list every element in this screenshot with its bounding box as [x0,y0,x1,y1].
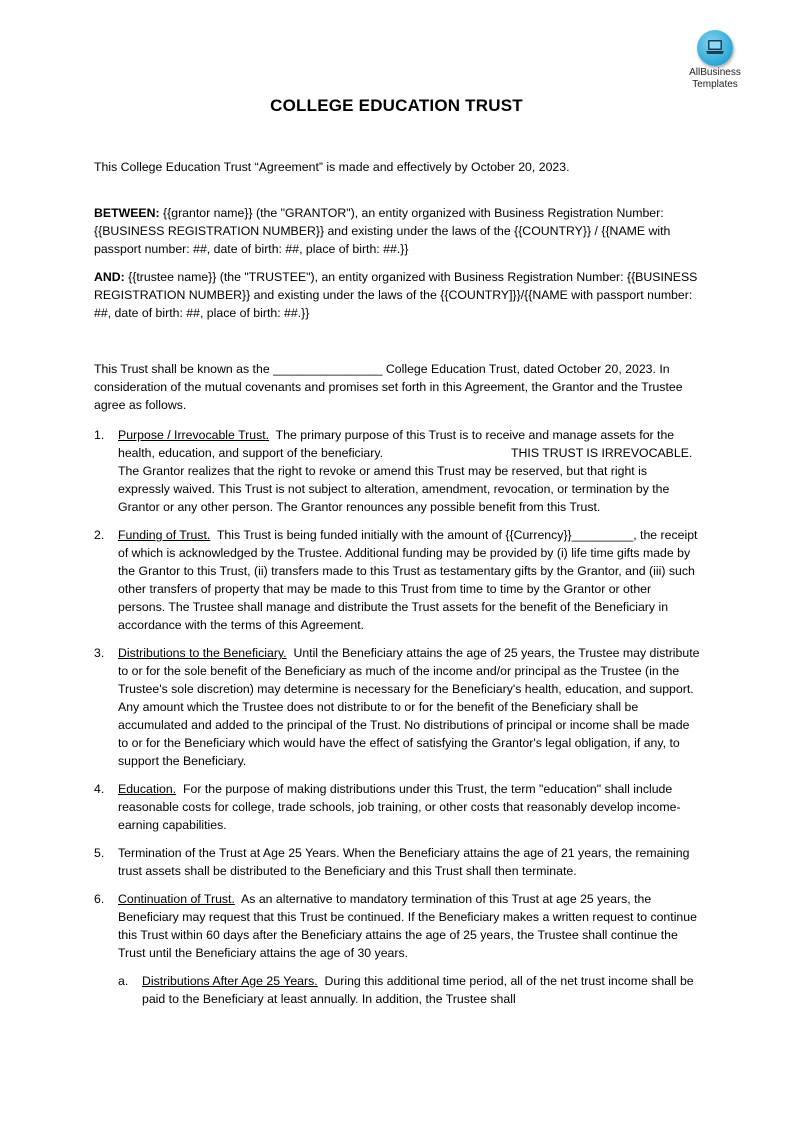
clause-text: For the purpose of making distributions under this Trust, the term "education" shall include reasonable costs for college, trade schools, job training, or other costs that reasonably develop income-earning capabilities. [118,782,681,832]
clause-number: 4. [94,782,105,796]
clause-3 [94,644,700,770]
clause-number: 1. [94,428,105,442]
clause-text: Termination of the Trust at Age 25 Years. When the Beneficiary attains the age of 21 years, the remaining trust assets shall be distributed to the Beneficiary and this Trust shall then terminate. [118,846,690,878]
preamble-paragraph: This Trust shall be known as the ________________ College Education Trust, dated October 20, 2023. In consideration of the mutual covenants and promises set forth in this Agreement, the Grantor and the Trustee agree as follows. [94,362,683,412]
clause-number: 2. [94,528,105,542]
clause-text: Until the Beneficiary attains the age of 25 years, the Trustee may distribute to or for the sole benefit of the Beneficiary as much of the income and/or principal as the Trustee (in the Trustee's sole discretion) may determine is necessary for the Beneficiary's health, education, and support. Any amount which the Trustee does not distribute to or for the benefit of the Beneficiary shall be accumulated and added to the principal of the Trust. No distributions of principal or income shall be made to or for the Beneficiary which would have the effect of satisfying the Grantor's legal obligation, if any, to support the Beneficiary. [118,646,700,768]
clause-5 [94,844,700,880]
clause-text: As an alternative to mandatory termination of this Trust at age 25 years, the Beneficiary may request that this Trust be continued. If the Beneficiary makes a written request to continue this Trust within 60 days after the Beneficiary attains the age of 25 years, the Trustee shall continue the Trust until the Beneficiary attains the age of 30 years. [118,892,697,960]
document-title: COLLEGE EDUCATION TRUST [270,96,523,115]
intro-paragraph: This College Education Trust “Agreement” is made and effectively by October 20, 2023. [94,160,570,174]
clause-number: 6. [94,892,105,906]
clause-heading: Education. [118,782,177,796]
clause-number: 5. [94,846,105,860]
between-paragraph [94,204,700,258]
and-paragraph [94,268,700,322]
logo-text-line1: AllBusiness [689,67,741,78]
clause-1 [94,426,700,516]
clause-4 [94,780,700,834]
document-body [94,158,700,1018]
logo-text-line2: Templates [692,79,738,90]
subclause-list [118,972,700,1008]
clause-2 [94,526,700,634]
clause-6 [94,890,700,1008]
clause-heading: Funding of Trust. [118,528,211,542]
and-text: {{trustee name}} (the "TRUSTEE"), an entity organized with Business Registration Number: {{BUSINESS REGISTRATION NUMBER}} and existing under the laws of the {{COUNTRY]}}/{{NAME with passport number: ##, date of birth: ##, place of birth: ##.}} [94,270,698,320]
between-label: BETWEEN: [94,206,160,220]
subclause-heading: Distributions After Age 25 Years. [142,974,318,988]
subclause-text: During this additional time period, all of the net trust income shall be paid to the Beneficiary at least annually. In addition, the Trustee shall [142,974,694,1006]
subclause-letter: a. [118,974,129,988]
laptop-icon [697,30,733,66]
clause-text: This Trust is being funded initially with the amount of {{Currency}}_________, the receipt of which is acknowledged by the Trustee. Additional funding may be provided by (i) life time gifts made by the Grantor to this Trust, (ii) transfers made to this Trust as testamentary gifts by the Grantor, and (iii) such other transfers of property that may be made to this Trust from time to time by the Grantor or other persons. The Trustee shall manage and distribute the Trust assets for the benefit of the Beneficiary in accordance with the terms of this Agreement. [118,528,698,632]
allbusiness-templates-logo [680,30,750,90]
clause-number: 3. [94,646,105,660]
clause-list [94,426,700,1008]
clause-heading: Distributions to the Beneficiary. [118,646,287,660]
clause-heading: Continuation of Trust. [118,892,235,906]
clause-text: The primary purpose of this Trust is to receive and manage assets for the health, education, and support of the beneficiary. [118,428,675,460]
clause-text-irrevocable: THIS TRUST IS IRREVOCABLE. The Grantor realizes that the right to revoke or amend this Trust may be reserved, but that right is expressly waived. This Trust is not subject to alteration, amendment, revocation, or termination by the Grantor or any other person. The Grantor renounces any possible benefit from this Trust. [118,446,693,514]
and-label: AND: [94,270,125,284]
subclause-a [118,972,700,1008]
clause-heading: Purpose / Irrevocable Trust. [118,428,270,442]
between-text: {{grantor name}} (the "GRANTOR"), an entity organized with Business Registration Number: {{BUSINESS REGISTRATION NUMBER}} and existing under the laws of the {{COUNTRY}} / {{NAME with passport number: ##, date of birth: ##, place of birth: ##.}} [94,206,671,256]
